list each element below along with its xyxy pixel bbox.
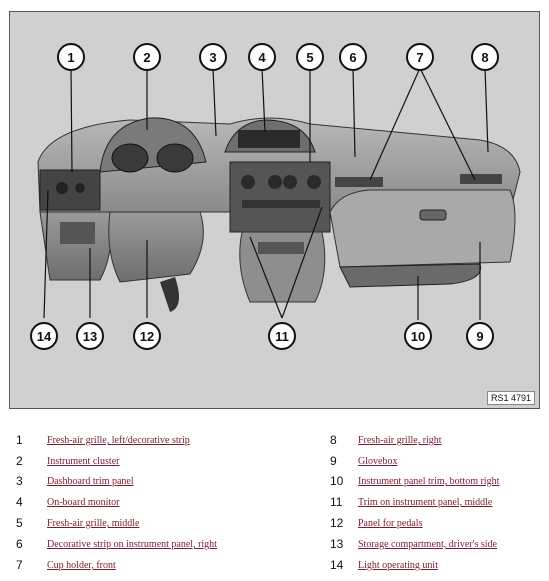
storage-compartment [60,222,95,244]
dashboard-illustration [9,11,540,409]
legend-number: 14 [330,558,344,572]
callout-1: 1 [57,43,85,71]
gauge-left [112,144,148,172]
callout-5: 5 [296,43,324,71]
vent-right [460,174,502,184]
legend-link[interactable]: Fresh-air grille, right [358,435,442,446]
callout-12: 12 [133,322,161,350]
center-stack [230,162,330,232]
gauge-right [157,144,193,172]
legend-number: 13 [330,537,344,551]
legend-link[interactable]: Panel for pedals [358,518,423,529]
pedal-panel [109,212,204,282]
legend-link[interactable]: Trim on instrument panel, middle [358,497,493,508]
legend-number: 5 [16,516,23,530]
legend-number: 12 [330,516,344,530]
legend-number: 1 [16,433,23,447]
legend-number: 2 [16,454,23,468]
legend-number: 3 [16,474,23,488]
callout-9: 9 [466,322,494,350]
glovebox-handle [420,210,446,220]
light-switch-panel [40,170,100,210]
legend-link[interactable]: Fresh-air grille, middle [47,518,140,529]
legend-link[interactable]: Light operating unit [358,560,438,571]
legend-number: 4 [16,495,23,509]
legend-number: 7 [16,558,23,572]
legend-number: 6 [16,537,23,551]
legend-link[interactable]: Decorative strip on instrument panel, right [47,539,217,550]
dashboard-drawing [10,12,541,410]
callout-4: 4 [248,43,276,71]
callout-3: 3 [199,43,227,71]
legend-number: 11 [330,495,343,509]
legend-link[interactable]: Fresh-air grille, left/decorative strip [47,435,190,446]
legend-link[interactable]: Instrument cluster [47,456,120,467]
callout-8: 8 [471,43,499,71]
legend-link[interactable]: Glovebox [358,456,398,467]
decor-strip-right [335,177,383,187]
legend-link[interactable]: On-board monitor [47,497,120,508]
legend-link[interactable]: Cup holder, front [47,560,116,571]
callout-6: 6 [339,43,367,71]
callout-14: 14 [30,322,58,350]
callout-11: 11 [268,322,296,350]
legend-link[interactable]: Storage compartment, driver's side [358,539,497,550]
glovebox-panel [330,190,515,267]
legend-link[interactable]: Dashboard trim panel [47,476,134,487]
legend-number: 8 [330,433,337,447]
legend-number: 10 [330,474,344,488]
monitor-screen [238,130,300,148]
callout-2: 2 [133,43,161,71]
callout-10: 10 [404,322,432,350]
lower-right-trim [340,264,481,287]
callout-13: 13 [76,322,104,350]
callout-7: 7 [406,43,434,71]
legend-number: 9 [330,454,337,468]
figure-reference-code: RS1 4791 [487,391,535,405]
legend-link[interactable]: Instrument panel trim, bottom right [358,476,500,487]
